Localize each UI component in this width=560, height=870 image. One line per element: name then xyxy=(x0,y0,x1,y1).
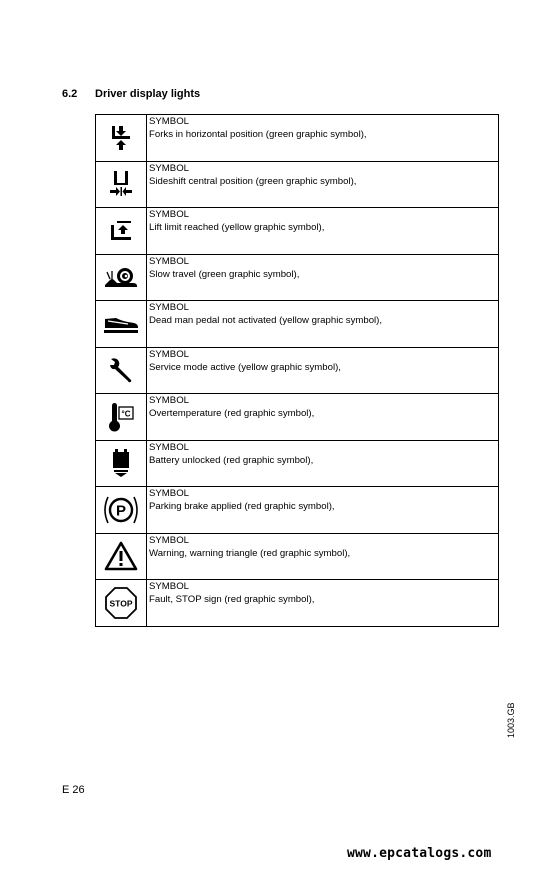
symbol-description: Battery unlocked (red graphic symbol), xyxy=(149,454,314,466)
text-cell xyxy=(147,487,499,534)
text-cell xyxy=(147,440,499,487)
symbol-description: Warning, warning triangle (red graphic symbol), xyxy=(149,547,351,559)
icon-cell xyxy=(96,208,147,255)
symbol-description: Parking brake applied (red graphic symbol), xyxy=(149,501,335,512)
warning-triangle-icon xyxy=(104,541,138,571)
table-row xyxy=(96,533,499,580)
symbol-description: Overtemperature (red graphic symbol), xyxy=(149,408,315,419)
table-row xyxy=(96,301,499,348)
icon-cell xyxy=(96,533,147,580)
table-row xyxy=(96,487,499,534)
section-heading xyxy=(62,88,200,100)
symbol-table xyxy=(95,114,499,627)
section-title: Driver display lights xyxy=(95,88,201,100)
text-cell xyxy=(147,580,499,627)
symbol-description: Dead man pedal not activated (yellow graphic symbol), xyxy=(149,315,383,326)
icon-cell xyxy=(96,161,147,208)
icon-cell xyxy=(96,440,147,487)
text-cell xyxy=(147,161,499,208)
lift-limit-icon xyxy=(109,220,133,242)
text-cell xyxy=(147,208,499,255)
text-cell xyxy=(147,301,499,348)
document-code: 1003.GB xyxy=(506,702,516,738)
icon-cell xyxy=(96,254,147,301)
parking-letter: P xyxy=(115,502,127,520)
page-number: E 26 xyxy=(62,784,85,796)
snail-icon xyxy=(103,266,139,288)
symbol-heading: SYMBOL xyxy=(149,302,189,313)
symbol-description: Slow travel (green graphic symbol), xyxy=(149,268,300,280)
icon-cell xyxy=(96,394,147,441)
symbol-heading: SYMBOL xyxy=(149,488,189,499)
text-cell xyxy=(147,254,499,301)
symbol-description: Fault, STOP sign (red graphic symbol), xyxy=(149,594,315,605)
table-row xyxy=(96,580,499,627)
text-cell xyxy=(147,115,499,162)
symbol-heading: SYMBOL xyxy=(149,255,189,267)
symbol-heading: SYMBOL xyxy=(149,395,189,406)
icon-cell xyxy=(96,580,147,627)
symbol-description: Forks in horizontal position (green graphic symbol), xyxy=(149,129,367,140)
table-row xyxy=(96,161,499,208)
icon-cell xyxy=(96,487,147,534)
shoe-pedal-icon xyxy=(102,313,140,335)
parking-brake-icon xyxy=(101,493,141,527)
celsius-label: °C xyxy=(121,409,131,419)
icon-cell xyxy=(96,301,147,348)
symbol-heading: SYMBOL xyxy=(149,209,189,220)
symbol-heading: SYMBOL xyxy=(149,581,189,592)
battery-unlocked-icon xyxy=(111,448,131,478)
table-row xyxy=(96,440,499,487)
symbol-description: Lift limit reached (yellow graphic symbol), xyxy=(149,222,325,233)
sideshift-central-icon xyxy=(109,170,133,198)
icon-cell xyxy=(96,115,147,162)
thermometer-icon xyxy=(106,401,136,433)
symbol-heading: SYMBOL xyxy=(149,116,189,127)
table-row xyxy=(96,115,499,162)
symbol-description: Service mode active (yellow graphic symbol), xyxy=(149,361,341,373)
table-row xyxy=(96,394,499,441)
wrench-icon xyxy=(108,356,134,384)
stop-label: STOP xyxy=(109,598,133,609)
table-row xyxy=(96,208,499,255)
table-row xyxy=(96,347,499,394)
icon-cell xyxy=(96,347,147,394)
symbol-description: Sideshift central position (green graphic symbol), xyxy=(149,175,357,187)
text-cell xyxy=(147,394,499,441)
text-cell xyxy=(147,347,499,394)
symbol-heading: SYMBOL xyxy=(149,348,189,360)
symbol-heading: SYMBOL xyxy=(149,534,189,546)
symbol-heading: SYMBOL xyxy=(149,441,189,453)
stop-sign-icon xyxy=(104,586,138,620)
section-number: 6.2 xyxy=(62,88,78,100)
watermark-link[interactable]: www.epcatalogs.com xyxy=(347,846,492,861)
forks-horizontal-icon xyxy=(110,125,132,151)
symbol-heading: SYMBOL xyxy=(149,162,189,174)
text-cell xyxy=(147,533,499,580)
table-row xyxy=(96,254,499,301)
